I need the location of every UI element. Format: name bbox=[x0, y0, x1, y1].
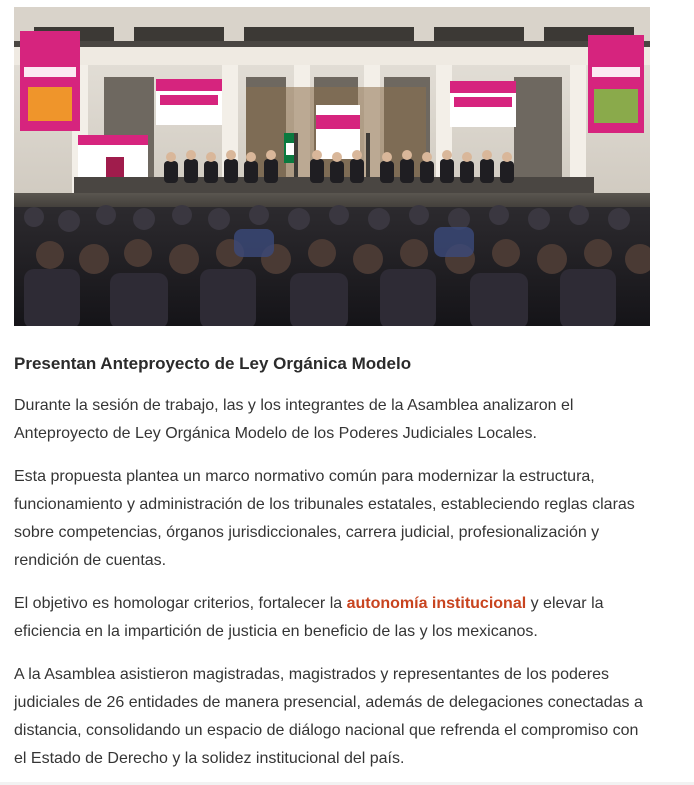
autonomia-institucional-link[interactable]: autonomía institucional bbox=[346, 595, 527, 612]
article-paragraph-4: A la Asamblea asistieron magistradas, magistrados y representantes de los poderes judiciales de 26 entidades de manera presencial, además de delegaciones conectadas a distancia, consolidando un espacio de diálogo nacional que refrenda el compromiso con el Estado de Derecho y la solidez institucional del país. bbox=[14, 666, 643, 767]
article-paragraph-2: Esta propuesta plantea un marco normativo común para modernizar la estructura, funcionamiento y administración de los tribunales estatales, estableciendo reglas claras sobre competencias, órganos jurisdiccionales, carrera judicial, profesionalización y rendición de cuentas. bbox=[14, 468, 635, 569]
article-paragraph-3 bbox=[14, 590, 654, 646]
paragraph-3-text-start: El objetivo es homologar criterios, fortalecer la bbox=[14, 595, 347, 612]
event-photo bbox=[14, 7, 650, 326]
article bbox=[14, 7, 664, 773]
article-headline: Presentan Anteproyecto de Ley Orgánica Modelo bbox=[14, 354, 412, 373]
article-paragraph-1: Durante la sesión de trabajo, las y los integrantes de la Asamblea analizaron el Anteproyecto de Ley Orgánica Modelo de los Poderes Judiciales Locales. bbox=[14, 397, 574, 442]
event-photo-illustration bbox=[14, 7, 650, 326]
paragraph-3-text-end: y elevar la eficiencia en la impartición de justicia en beneficio de las y los mexicanos. bbox=[14, 595, 604, 640]
